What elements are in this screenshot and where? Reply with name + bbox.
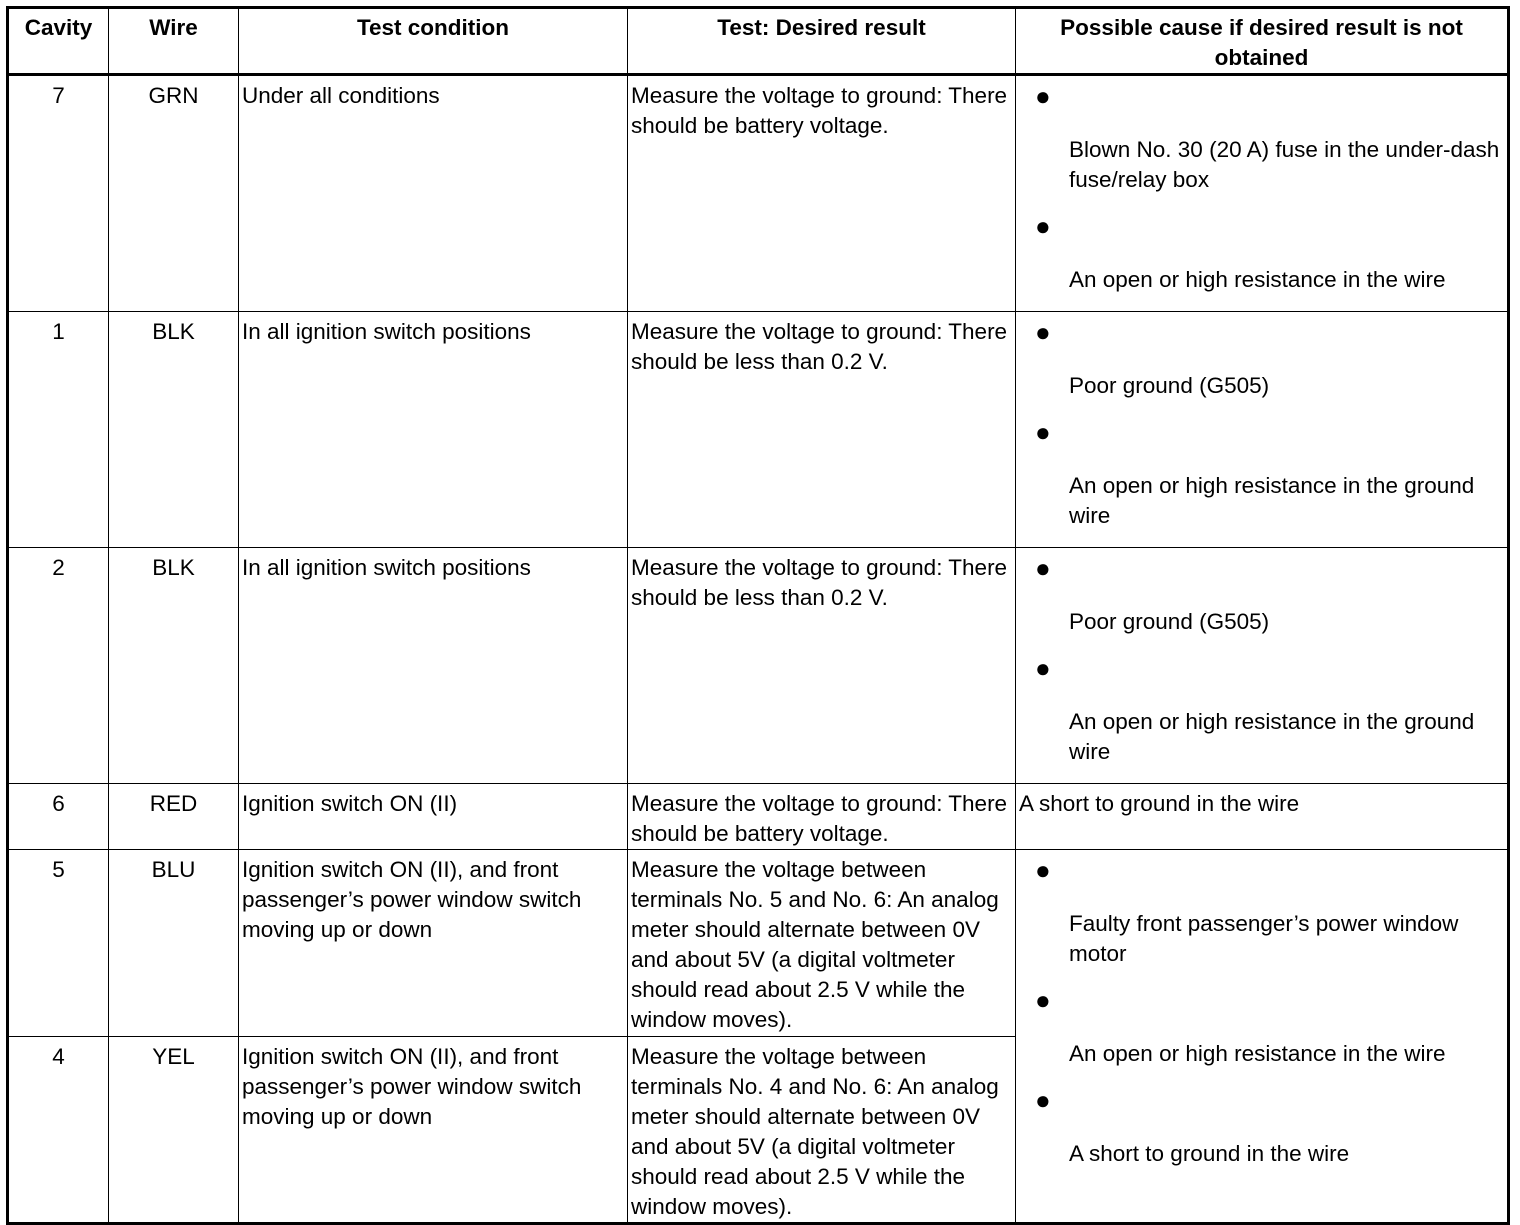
cavity-cell: 4 xyxy=(8,1037,109,1224)
condition-cell: Under all conditions xyxy=(239,75,628,312)
connector-test-table xyxy=(6,6,1510,1225)
header-row xyxy=(8,8,1509,75)
cause-list xyxy=(1019,317,1504,531)
cause-item xyxy=(1019,855,1504,969)
bullet-icon: ● xyxy=(1035,417,1051,447)
bullet-icon: ● xyxy=(1035,653,1051,683)
bullet-icon: ● xyxy=(1035,317,1051,347)
condition-cell: In all ignition switch positions xyxy=(239,548,628,784)
cavity-cell: 5 xyxy=(8,850,109,1037)
cause-item xyxy=(1019,985,1504,1069)
result-cell: Measure the voltage to ground: There should be battery voltage. xyxy=(628,75,1016,312)
cause-cell xyxy=(1016,548,1509,784)
condition-cell: Ignition switch ON (II) xyxy=(239,784,628,850)
cause-item xyxy=(1019,417,1504,531)
wire-cell: BLK xyxy=(109,548,239,784)
wire-cell: BLU xyxy=(109,850,239,1037)
cause-text: Poor ground (G505) xyxy=(1069,609,1270,634)
bullet-icon: ● xyxy=(1035,553,1051,583)
header-possible-cause: Possible cause if desired result is not obtained xyxy=(1016,8,1509,75)
cavity-cell: 2 xyxy=(8,548,109,784)
table-row xyxy=(8,75,1509,312)
cause-item xyxy=(1019,653,1504,767)
condition-cell: Ignition switch ON (II), and front passenger’s power window switch moving up or down xyxy=(239,1037,628,1224)
bullet-icon: ● xyxy=(1035,81,1051,111)
result-cell: Measure the voltage between terminals No. 5 and No. 6: An analog meter should alternate between 0V and about 5V (a digital voltmeter should read about 2.5 V while the window moves). xyxy=(628,850,1016,1037)
header-test-condition: Test condition xyxy=(239,8,628,75)
result-cell: Measure the voltage to ground: There should be less than 0.2 V. xyxy=(628,548,1016,784)
bullet-icon: ● xyxy=(1035,855,1051,885)
cause-cell xyxy=(1016,850,1509,1224)
cause-cell: A short to ground in the wire xyxy=(1016,784,1509,850)
cause-item xyxy=(1019,211,1504,295)
cause-list xyxy=(1019,81,1504,295)
result-cell: Measure the voltage to ground: There should be less than 0.2 V. xyxy=(628,312,1016,548)
wire-cell: RED xyxy=(109,784,239,850)
cavity-cell: 6 xyxy=(8,784,109,850)
bullet-icon: ● xyxy=(1035,1085,1051,1115)
cause-list xyxy=(1019,553,1504,767)
table-row xyxy=(8,548,1509,784)
cause-text: A short to ground in the wire xyxy=(1069,1141,1350,1166)
cause-item xyxy=(1019,81,1504,195)
cause-item xyxy=(1019,553,1504,637)
table-row xyxy=(8,850,1509,1037)
cause-text: An open or high resistance in the wire xyxy=(1069,267,1446,292)
result-cell: Measure the voltage to ground: There should be battery voltage. xyxy=(628,784,1016,850)
header-wire: Wire xyxy=(109,8,239,75)
result-cell: Measure the voltage between terminals No. 4 and No. 6: An analog meter should alternate between 0V and about 5V (a digital voltmeter should read about 2.5 V while the window moves). xyxy=(628,1037,1016,1224)
bullet-icon: ● xyxy=(1035,985,1051,1015)
wire-cell: YEL xyxy=(109,1037,239,1224)
cause-cell xyxy=(1016,75,1509,312)
cause-text: An open or high resistance in the ground wire xyxy=(1069,709,1475,764)
condition-cell: Ignition switch ON (II), and front passenger’s power window switch moving up or down xyxy=(239,850,628,1037)
cause-text: Poor ground (G505) xyxy=(1069,373,1270,398)
cause-item xyxy=(1019,1085,1504,1169)
table-row xyxy=(8,784,1509,850)
bullet-icon: ● xyxy=(1035,211,1051,241)
cavity-cell: 1 xyxy=(8,312,109,548)
cause-text: An open or high resistance in the wire xyxy=(1069,1041,1446,1066)
cavity-cell: 7 xyxy=(8,75,109,312)
table-row xyxy=(8,312,1509,548)
cause-list xyxy=(1019,855,1504,1169)
wire-cell: BLK xyxy=(109,312,239,548)
cause-item xyxy=(1019,317,1504,401)
cause-text: An open or high resistance in the ground wire xyxy=(1069,473,1475,528)
cause-cell xyxy=(1016,312,1509,548)
wire-cell: GRN xyxy=(109,75,239,312)
cause-text: Faulty front passenger’s power window motor xyxy=(1069,911,1459,966)
condition-cell: In all ignition switch positions xyxy=(239,312,628,548)
header-cavity: Cavity xyxy=(8,8,109,75)
header-desired-result: Test: Desired result xyxy=(628,8,1016,75)
cause-text: Blown No. 30 (20 A) fuse in the under-dash fuse/relay box xyxy=(1069,137,1500,192)
